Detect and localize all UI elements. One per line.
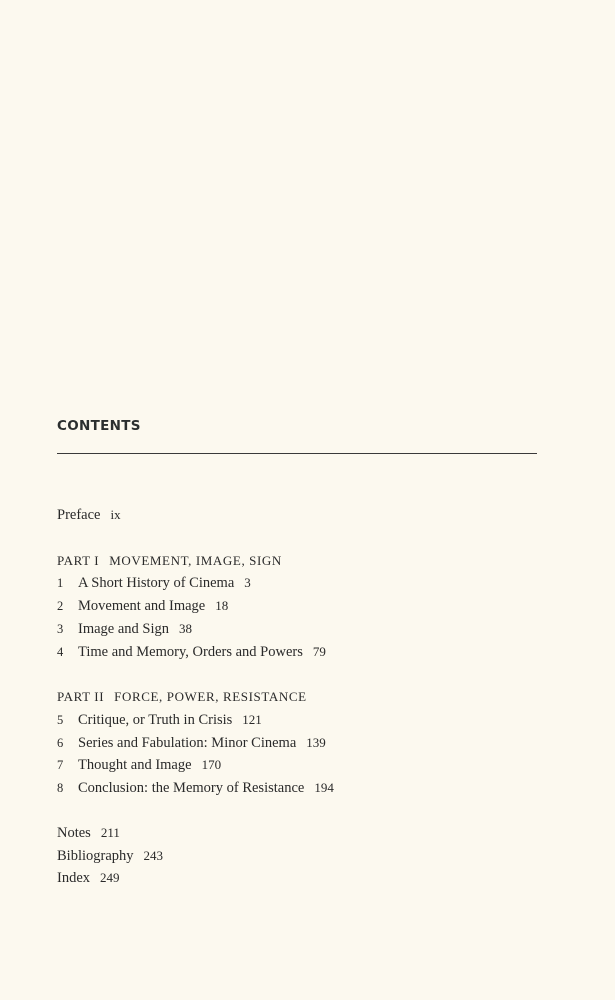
part-label: PART I: [57, 553, 100, 568]
part-heading-1: [57, 552, 282, 570]
chapter-number: 4: [57, 645, 64, 659]
chapter-number: 8: [57, 781, 64, 795]
entry-label: Notes: [57, 825, 91, 841]
toc-entry-index: [57, 869, 120, 887]
chapter-number: 7: [57, 758, 64, 772]
chapter-number: 6: [57, 736, 64, 750]
toc-entry-chapter-4: [57, 643, 326, 661]
entry-page: ix: [110, 507, 121, 522]
entry-page: 194: [314, 780, 334, 795]
toc-entry-chapter-3: [57, 620, 192, 638]
heading-rule: [57, 453, 537, 454]
entry-page: 18: [215, 598, 229, 613]
entry-page: 170: [201, 757, 222, 772]
entry-label: Bibliography: [57, 848, 134, 864]
entry-page: 3: [244, 575, 251, 590]
entry-label: Index: [57, 870, 91, 886]
chapter-title: Movement and Image: [78, 598, 206, 614]
chapter-number: 2: [57, 599, 64, 613]
entry-label: Preface: [57, 507, 101, 523]
chapter-number: 5: [57, 713, 64, 727]
chapter-title: Thought and Image: [78, 757, 192, 773]
toc-entry-bibliography: [57, 847, 163, 865]
chapter-number: 1: [57, 576, 64, 590]
entry-page: 139: [306, 735, 326, 750]
entry-page: 121: [242, 712, 262, 727]
entry-page: 243: [143, 848, 164, 863]
part-heading-2: [57, 688, 307, 706]
toc-entry-chapter-1: [57, 574, 251, 592]
entry-page: 249: [100, 870, 120, 885]
chapter-title: A Short History of Cinema: [78, 575, 235, 591]
contents-heading: CONTENTS: [57, 418, 141, 434]
toc-entry-chapter-8: [57, 779, 334, 797]
part-label: PART II: [57, 689, 105, 704]
toc-entry-chapter-2: [57, 597, 228, 615]
chapter-number: 3: [57, 622, 64, 636]
entry-page: 79: [312, 644, 326, 659]
part-title: MOVEMENT, IMAGE, SIGN: [109, 553, 282, 568]
toc-entry-chapter-5: [57, 711, 262, 729]
chapter-title: Conclusion: the Memory of Resistance: [78, 780, 305, 796]
entry-page: 38: [179, 621, 193, 636]
toc-entry-preface: [57, 506, 121, 524]
toc-entry-notes: [57, 824, 120, 842]
toc-entry-chapter-7: [57, 756, 221, 774]
entry-page: 211: [100, 825, 120, 840]
chapter-title: Critique, or Truth in Crisis: [78, 712, 233, 728]
chapter-title: Time and Memory, Orders and Powers: [78, 644, 303, 660]
part-title: FORCE, POWER, RESISTANCE: [114, 689, 307, 704]
chapter-title: Image and Sign: [78, 621, 170, 637]
toc-entry-chapter-6: [57, 734, 326, 752]
chapter-title: Series and Fabulation: Minor Cinema: [78, 735, 297, 751]
